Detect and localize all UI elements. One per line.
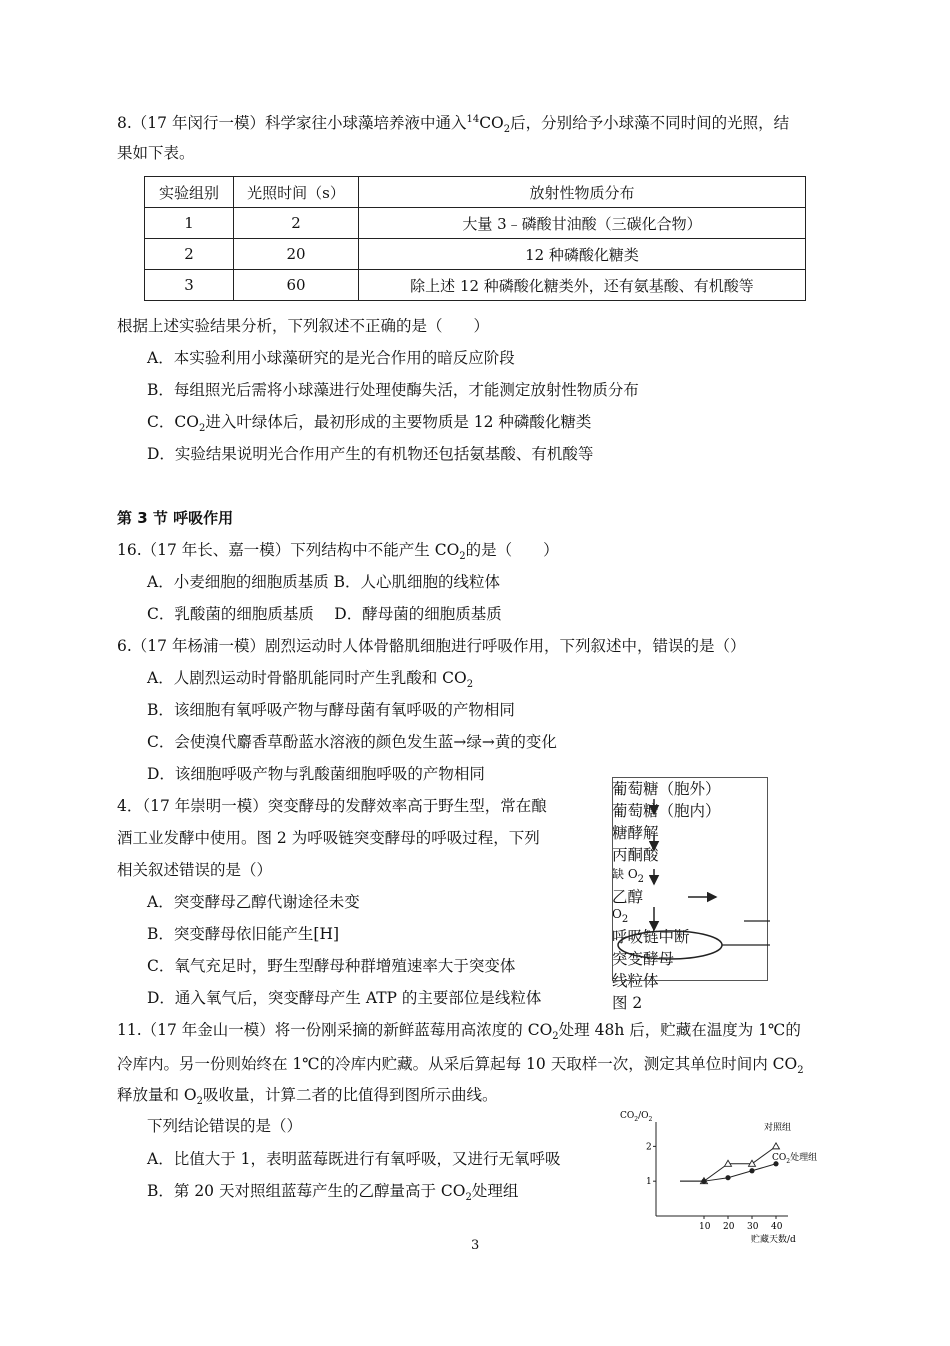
table-header: 实验组别 — [145, 177, 234, 208]
table-cell: 1 — [145, 208, 234, 239]
q11-stem-line3: 释放量和 $O_2$吸收量，计算二者的比值得到图所示曲线。 — [117, 1086, 498, 1107]
q6-option-a: A．人剧烈运动时骨骼肌能同时产生乳酸和 $CO_2$ — [147, 669, 474, 690]
experiment-table — [144, 176, 806, 301]
table-row — [145, 208, 806, 239]
table-cell: 除上述 12 种磷酸化糖类外，还有氨基酸、有机酸等 — [359, 270, 806, 301]
legend-co2: $CO_2$处理组 — [772, 1153, 818, 1165]
q11-question: 下列结论错误的是（） — [147, 1117, 303, 1135]
q8-option-a: A．本实验利用小球藻研究的是光合作用的暗反应阶段 — [147, 349, 515, 367]
table-cell: 60 — [234, 270, 359, 301]
o2-label: $O_2$ — [612, 907, 629, 925]
table-cell: 20 — [234, 239, 359, 270]
q16-options-ab: A．小麦细胞的细胞质基质 B．人心肌细胞的线粒体 — [147, 573, 501, 591]
q4-option-b: B．突变酵母依旧能产生[H] — [147, 925, 340, 943]
q6-stem: 6.（17 年杨浦一模）剧烈运动时人体骨骼肌细胞进行呼吸作用，下列叙述中，错误的是（） — [117, 637, 746, 655]
q16-stem: 16.（17 年长、嘉一模）下列结构中不能产生 $CO_2$的是（ ） — [117, 541, 559, 562]
chart-xlabel: 贮藏天数/d — [751, 1235, 796, 1245]
q11-stem-line1: 11.（17 年金山一模）将一份刚采摘的新鲜蓝莓用高浓度的 $CO_2$处理 48h 后，贮藏在温度为 1℃的 — [117, 1021, 801, 1042]
table-cell: 2 — [234, 208, 359, 239]
table-cell: 2 — [145, 239, 234, 270]
q16-options-cd: C．乳酸菌的细胞质基质 D．酵母菌的细胞质基质 — [147, 605, 502, 623]
mutant-yeast-label: 突变酵母 — [612, 950, 675, 968]
data-point-co2-treated — [725, 1175, 730, 1180]
q4-option-d: D．通入氧气后，突变酵母产生 ATP 的主要部位是线粒体 — [147, 989, 542, 1007]
chain-break-label: 呼吸链中断 — [612, 928, 690, 946]
table-header: 光照时间（s） — [234, 177, 359, 208]
data-point-co2-treated — [749, 1168, 754, 1173]
x-tick-label: 10 — [699, 1222, 711, 1232]
q4-option-a: A．突变酵母乙醇代谢途径未变 — [147, 893, 360, 911]
x-tick-label: 40 — [771, 1222, 783, 1232]
co2-o2-ratio-chart — [612, 1100, 842, 1250]
table-cell: 3 — [145, 270, 234, 301]
q8-option-c: C．$CO_2$进入叶绿体后，最初形成的主要物质是 12 种磷酸化糖类 — [147, 413, 592, 434]
figure-2 — [612, 777, 836, 1012]
table-row — [145, 270, 806, 301]
glucose-outside-box: 葡萄糖（胞外） — [612, 780, 721, 798]
q4-option-c: C．氧气充足时，野生型酵母种群增殖速率大于突变体 — [147, 957, 516, 975]
data-point-control — [773, 1143, 780, 1149]
q4-stem-line2: 酒工业发酵中使用。图 2 为呼吸链突变酵母的呼吸过程，下列 — [117, 829, 540, 847]
q11-option-a: A．比值大于 1，表明蓝莓既进行有氧呼吸，又进行无氧呼吸 — [147, 1150, 561, 1168]
q8-stem-line1: 8.（17 年闵行一模）科学家往小球藻培养液中通入$^{14}CO_2$后，分别给予小球藻不同时间的光照，结 — [117, 114, 790, 135]
data-point-co2-treated — [701, 1179, 706, 1184]
page-number: 3 — [471, 1238, 480, 1253]
chart-ylabel: $CO_2/O_2$ — [620, 1111, 653, 1123]
table-row — [145, 239, 806, 270]
q4-stem-line1: 4．（17 年崇明一模）突变酵母的发酵效率高于野生型，常在酿 — [117, 797, 547, 815]
table-header: 放射性物质分布 — [359, 177, 806, 208]
q8-option-b: B．每组照光后需将小球藻进行处理使酶失活，才能测定放射性物质分布 — [147, 381, 639, 399]
q8-question: 根据上述实验结果分析，下列叙述不正确的是（ ） — [117, 317, 490, 335]
q11-stem-line2: 冷库内。另一份则始终在 1℃的冷库内贮藏。从采后算起每 10 天取样一次，测定其单位时间内 $CO_2$ — [117, 1055, 804, 1076]
figure-caption: 图 2 — [612, 994, 643, 1012]
q8-stem-line2: 果如下表。 — [117, 144, 195, 162]
x-tick-label: 20 — [723, 1222, 735, 1232]
table-header-row — [145, 177, 806, 208]
mitochondria-label: 线粒体 — [612, 972, 659, 990]
section-title: 第 3 节 呼吸作用 — [117, 509, 234, 527]
q4-stem-line3: 相关叙述错误的是（） — [117, 861, 273, 879]
chain-ellipse — [618, 931, 722, 959]
table-cell: 大量 3﹣磷酸甘油酸（三碳化合物） — [359, 208, 806, 239]
glycolysis-box: 糖酵解 — [612, 824, 659, 842]
q6-option-d: D．该细胞呼吸产物与乳酸菌细胞呼吸的产物相同 — [147, 765, 485, 783]
table-cell: 12 种磷酸化糖类 — [359, 239, 806, 270]
glucose-inside-box: 葡萄糖（胞内） — [612, 802, 721, 820]
pyruvate-box: 丙酮酸 — [612, 846, 659, 864]
y-tick-label: 1 — [646, 1177, 652, 1188]
figure-2-arrows — [612, 777, 836, 1009]
x-tick-label: 30 — [747, 1222, 759, 1232]
y-tick-label: 2 — [646, 1142, 652, 1153]
q8-option-d: D．实验结果说明光合作用产生的有机物还包括氨基酸、有机酸等 — [147, 445, 594, 463]
legend-control: 对照组 — [764, 1123, 792, 1133]
lack-o2-label: 缺 $O_2$ — [612, 867, 645, 885]
ethanol-label: 乙醇 — [612, 888, 644, 906]
q6-option-b: B．该细胞有氧呼吸产物与酵母菌有氧呼吸的产物相同 — [147, 701, 515, 719]
q6-option-c: C．会使溴代麝香草酚蓝水溶液的颜色发生蓝→绿→黄的变化 — [147, 733, 557, 751]
q11-option-b: B．第 20 天对照组蓝莓产生的乙醇量高于 $CO_2$处理组 — [147, 1182, 519, 1203]
